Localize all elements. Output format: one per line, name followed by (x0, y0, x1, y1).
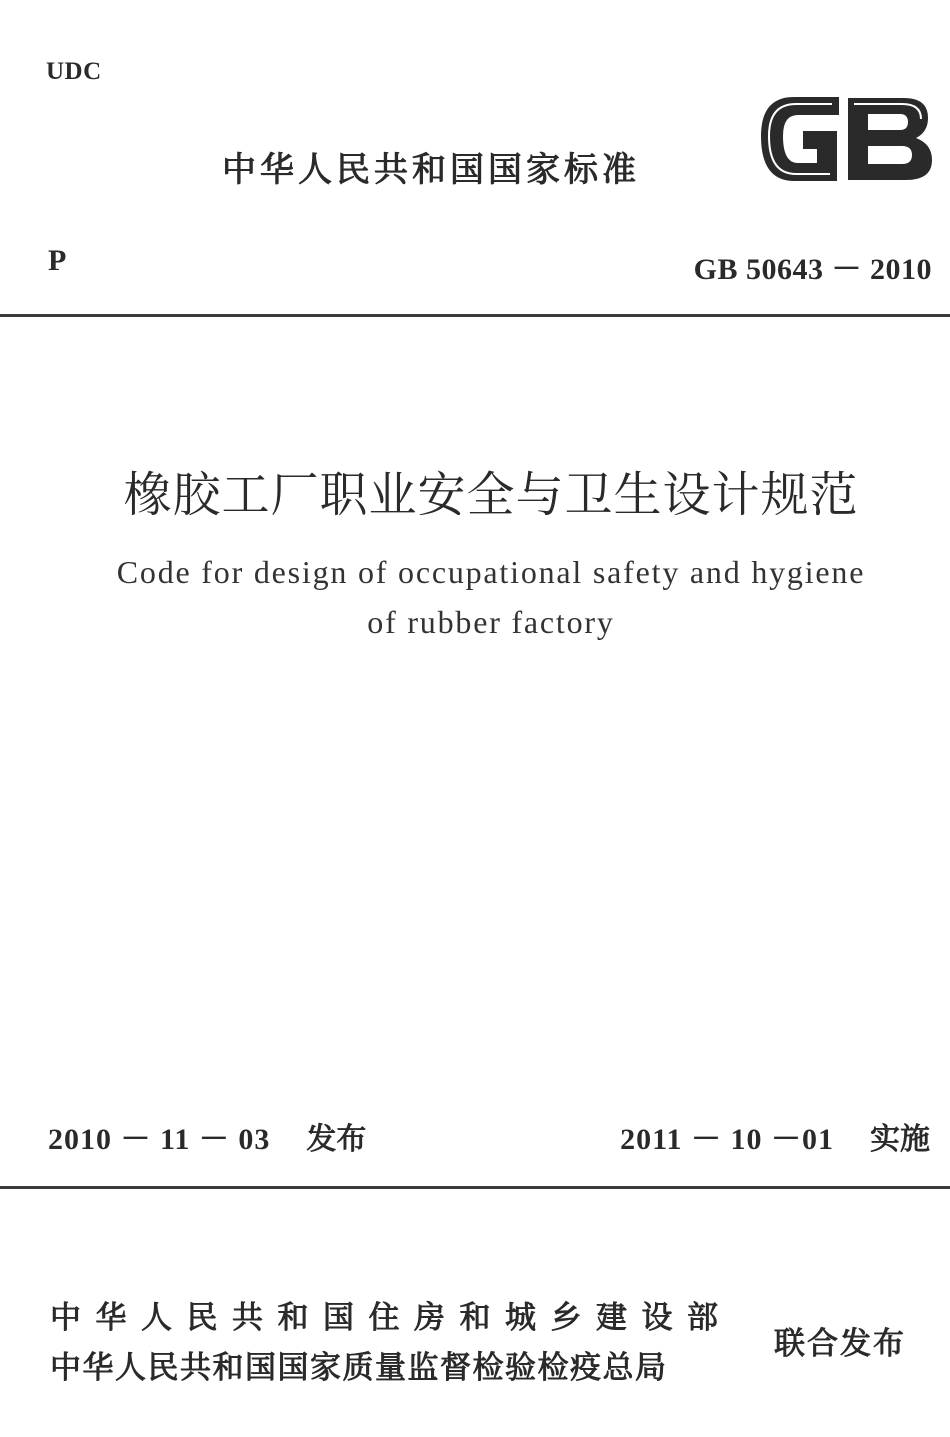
udc-label: UDC (46, 58, 102, 85)
publisher-agency-1: 中华人民共和国住房和城乡建设部 (50, 1300, 733, 1336)
issue-date-block (48, 1114, 366, 1158)
issue-date: 2010 － 11 － 03 (48, 1123, 271, 1156)
publisher-agency-2: 中华人民共和国国家质量监督检验检疫总局 (50, 1350, 668, 1386)
effective-date: 2011 － 10 －01 (620, 1123, 834, 1156)
top-divider (0, 314, 950, 317)
bottom-divider (0, 1186, 950, 1189)
joint-publish-label: 联合发布 (774, 1326, 906, 1362)
title-english-line-2: of rubber factory (367, 604, 615, 640)
standard-number: GB 50643 － 2010 (693, 253, 932, 286)
issue-label: 发布 (306, 1122, 367, 1157)
national-standard-heading: 中华人民共和国国家标准 (222, 150, 640, 190)
title-english-line-1: Code for design of occupational safety and hygiene (116, 554, 866, 590)
effective-date-block (620, 1114, 930, 1158)
title-chinese: 橡胶工厂职业安全与卫生设计规范 (123, 467, 859, 523)
effective-label: 实施 (870, 1122, 930, 1157)
standard-category: P (48, 244, 67, 277)
gb-logo-icon (756, 88, 936, 188)
